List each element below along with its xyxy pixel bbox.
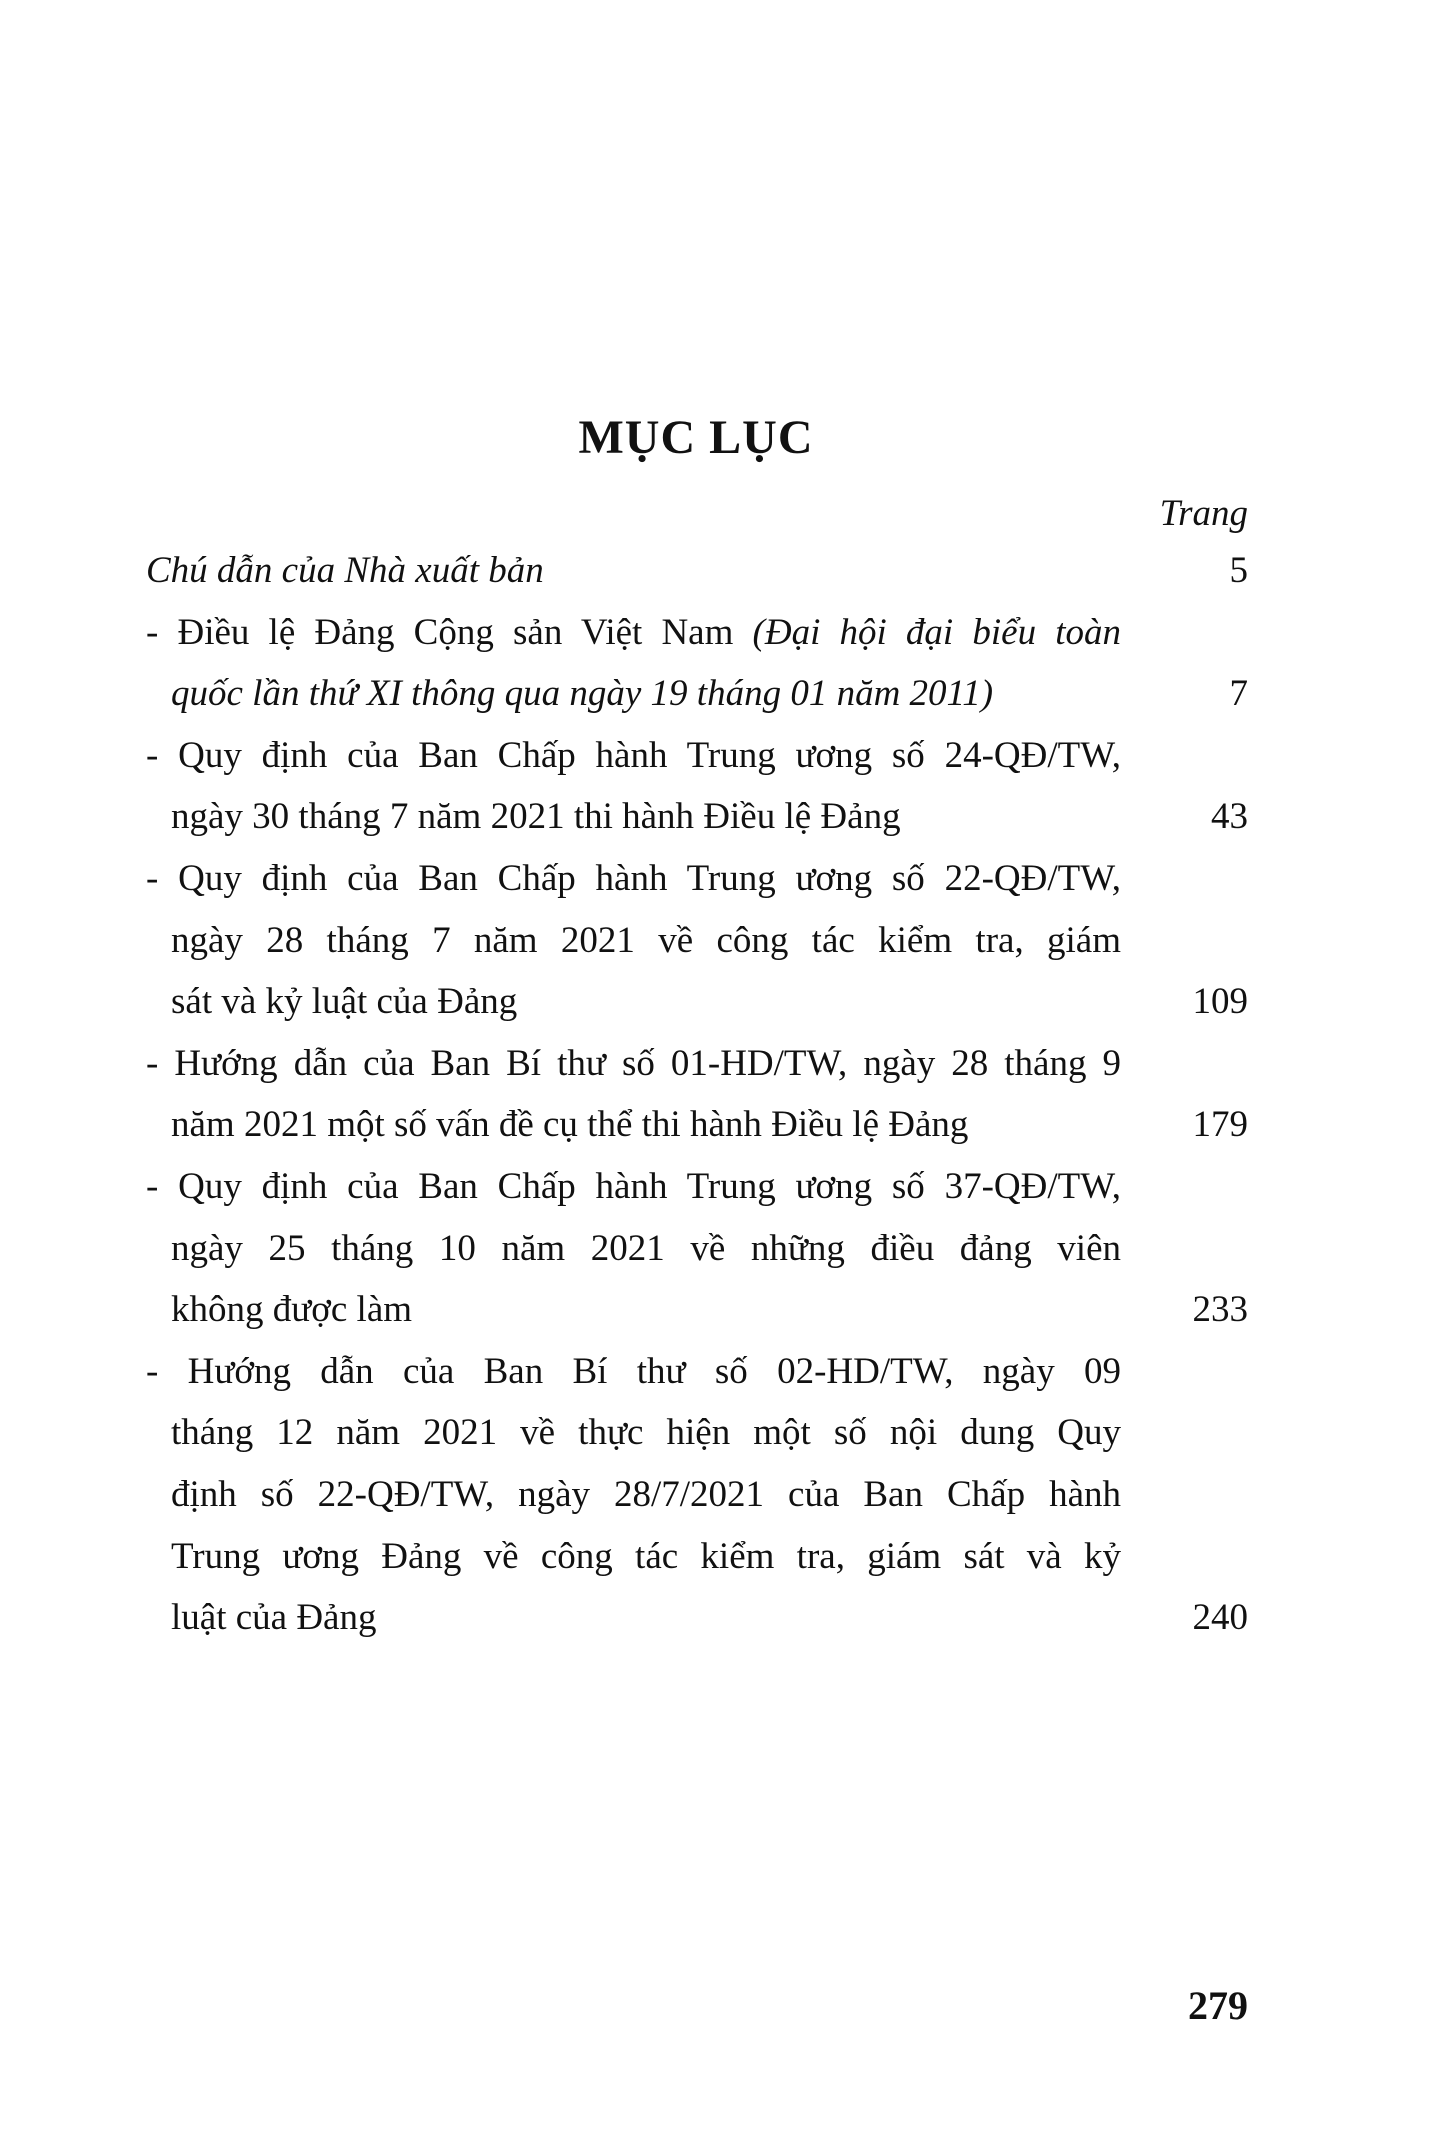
toc-entry-text: năm 2021 một số vấn đề cụ thể thi hành Điều lệ Đảng bbox=[171, 1104, 969, 1146]
toc-entry-text: định số 22-QĐ/TW, ngày 28/7/2021 của Ban Chấp hành bbox=[171, 1474, 1121, 1515]
toc-entry-line bbox=[171, 919, 1121, 963]
toc-entry-text: ngày 28 tháng 7 năm 2021 về công tác kiểm tra, giám bbox=[171, 919, 1121, 961]
toc-entry-text: sát và kỷ luật của Đảng bbox=[171, 981, 518, 1023]
toc-entry-text: (Đại hội đại biểu toàn bbox=[752, 611, 1121, 653]
toc-entry-line bbox=[146, 611, 1121, 655]
toc-entry-line bbox=[171, 1288, 1121, 1332]
toc-entry-line bbox=[171, 795, 1121, 839]
toc-entry-text: Chú dẫn của Nhà xuất bản bbox=[146, 550, 544, 591]
toc-title: MỤC LỤC bbox=[578, 411, 814, 464]
toc-entry-text: - Hướng dẫn của Ban Bí thư số 02-HD/TW, ngày 09 bbox=[146, 1350, 1121, 1392]
toc-entry-text: ngày 25 tháng 10 năm 2021 về những điều đảng viên bbox=[171, 1227, 1121, 1269]
toc-entry-text: quốc lần thứ XI thông qua ngày 19 tháng 01 năm 2011) bbox=[171, 673, 994, 715]
toc-entry-line bbox=[171, 1227, 1121, 1271]
toc-entry-line bbox=[146, 1350, 1121, 1394]
toc-entry-line bbox=[171, 1103, 1121, 1147]
toc-entry-page: 109 bbox=[1192, 981, 1248, 1023]
toc-entry-line bbox=[171, 980, 1121, 1024]
toc-entry-line bbox=[146, 549, 1121, 593]
toc-entry-text: tháng 12 năm 2021 về thực hiện một số nội dung Quy bbox=[171, 1412, 1121, 1454]
toc-entry-page: 5 bbox=[1229, 550, 1248, 591]
toc-entry-line bbox=[171, 1473, 1121, 1517]
toc-entry-text: - Hướng dẫn của Ban Bí thư số 01-HD/TW, ngày 28 tháng 9 bbox=[146, 1042, 1121, 1084]
toc-entry-line bbox=[146, 734, 1121, 778]
toc-entry-page: 43 bbox=[1211, 796, 1248, 838]
toc-entry-page: 179 bbox=[1192, 1104, 1248, 1146]
toc-entry-text: - Điều lệ Đảng Cộng sản Việt Nam bbox=[146, 611, 753, 653]
toc-entry-text: luật của Đảng bbox=[171, 1597, 377, 1639]
toc-entry-text: - Quy định của Ban Chấp hành Trung ương số 22-QĐ/TW, bbox=[146, 858, 1121, 899]
page-number: 279 bbox=[1188, 1983, 1248, 2028]
toc-entry-text: - Quy định của Ban Chấp hành Trung ương số 37-QĐ/TW, bbox=[146, 1166, 1121, 1207]
toc-entry-page: 233 bbox=[1192, 1289, 1248, 1331]
toc-entry-line bbox=[171, 1596, 1121, 1640]
page-column-label: Trang bbox=[1159, 493, 1248, 534]
toc-entry-line bbox=[146, 857, 1121, 901]
toc-entry-line bbox=[171, 1535, 1121, 1579]
toc-entry-text: ngày 30 tháng 7 năm 2021 thi hành Điều lệ Đảng bbox=[171, 796, 901, 838]
toc-entry-page: 7 bbox=[1229, 673, 1248, 715]
toc-entry-line bbox=[146, 1165, 1121, 1209]
toc-entry-text: Trung ương Đảng về công tác kiểm tra, giám sát và kỷ bbox=[171, 1535, 1121, 1577]
toc-entry-text: không được làm bbox=[171, 1289, 413, 1331]
toc-entry-line bbox=[171, 672, 1121, 716]
toc-entry-page: 240 bbox=[1192, 1597, 1248, 1639]
toc-entry-line bbox=[146, 1042, 1121, 1086]
toc-entry-line bbox=[171, 1411, 1121, 1455]
toc-entry-text: - Quy định của Ban Chấp hành Trung ương số 24-QĐ/TW, bbox=[146, 734, 1121, 776]
